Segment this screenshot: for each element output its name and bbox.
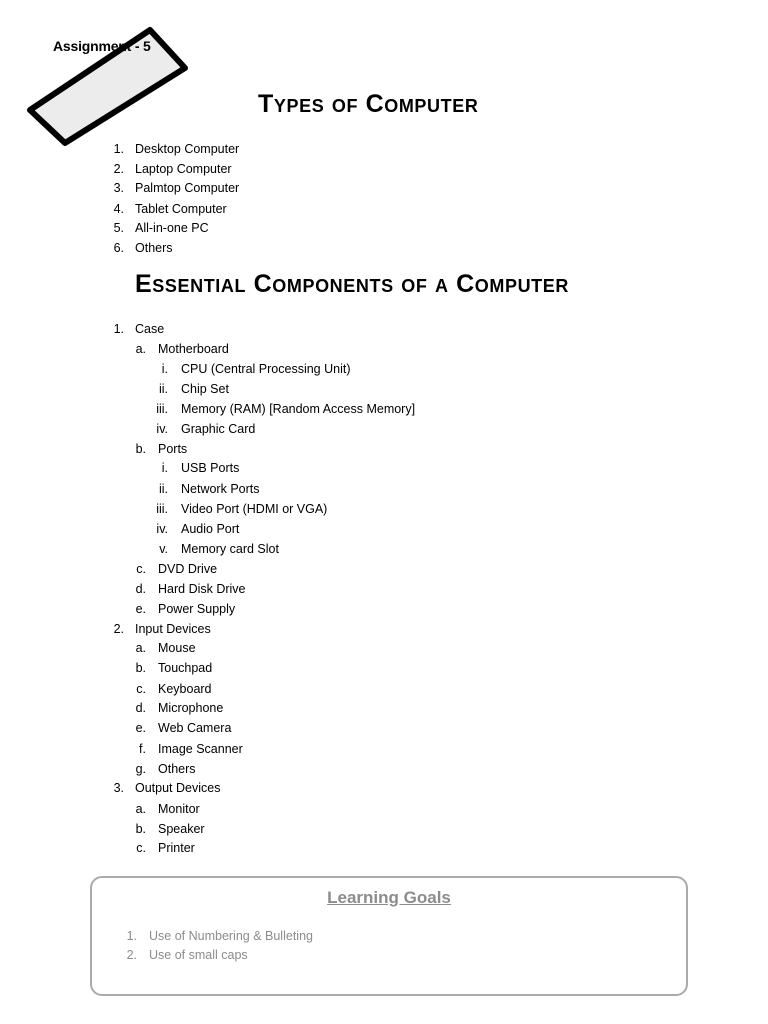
goal-number: 2.	[126, 948, 137, 962]
list-label: Input Devices	[135, 622, 211, 636]
list-number: d.	[135, 582, 146, 596]
list-label: Desktop Computer	[135, 142, 240, 156]
list-number: f.	[139, 742, 146, 756]
list-number: i.	[161, 461, 168, 475]
list-label: USB Ports	[181, 461, 240, 475]
list-label: Power Supply	[158, 602, 236, 616]
list-label: Touchpad	[158, 661, 213, 675]
list-label: CPU (Central Processing Unit)	[181, 362, 351, 376]
list-number: d.	[135, 701, 146, 715]
list-label: DVD Drive	[158, 562, 218, 576]
list-number: 2.	[113, 162, 124, 176]
list-label: Memory card Slot	[181, 542, 279, 556]
list-number: b.	[135, 661, 146, 675]
learning-goals-box	[90, 876, 688, 996]
list-label: Video Port (HDMI or VGA)	[181, 502, 328, 516]
list-label: Keyboard	[158, 682, 212, 696]
list-label: Graphic Card	[181, 422, 256, 436]
list-label: Others	[135, 241, 173, 255]
list-label: Mouse	[158, 641, 196, 655]
list-label: Hard Disk Drive	[158, 582, 246, 596]
assignment-label-shape	[0, 0, 200, 160]
types-heading: Types of Computer	[258, 90, 479, 118]
list-number: c.	[136, 841, 146, 855]
list-number: a.	[135, 342, 146, 356]
list-number: iv.	[156, 522, 168, 536]
list-label: Chip Set	[181, 382, 229, 396]
list-label: Web Camera	[158, 721, 232, 735]
list-label: Palmtop Computer	[135, 181, 240, 195]
list-label: Monitor	[158, 802, 200, 816]
list-label: Printer	[158, 841, 195, 855]
list-label: Audio Port	[181, 522, 240, 536]
list-number: b.	[135, 442, 146, 456]
list-number: a.	[135, 641, 146, 655]
list-label: Others	[158, 762, 196, 776]
list-number: c.	[136, 682, 146, 696]
goal-number: 1.	[126, 929, 137, 943]
list-number: a.	[135, 802, 146, 816]
list-number: 1.	[113, 322, 124, 336]
list-number: iii.	[156, 502, 168, 516]
list-number: iv.	[156, 422, 168, 436]
list-label: Microphone	[158, 701, 224, 715]
list-number: 3.	[113, 181, 124, 195]
assignment-label: Assignment - 5	[53, 38, 151, 54]
list-number: ii.	[158, 482, 168, 496]
list-label: Network Ports	[181, 482, 260, 496]
list-number: 5.	[113, 221, 124, 235]
list-label: Motherboard	[158, 342, 229, 356]
list-label: Laptop Computer	[135, 162, 232, 176]
list-number: 6.	[113, 241, 124, 255]
learning-goals-title: Learning Goals	[327, 888, 451, 907]
goal-label: Use of small caps	[149, 948, 248, 962]
list-number: c.	[136, 562, 146, 576]
list-number: e.	[135, 602, 146, 616]
list-number: ii.	[158, 382, 168, 396]
list-label: Tablet Computer	[135, 202, 227, 216]
list-number: iii.	[156, 402, 168, 416]
goal-label: Use of Numbering & Bulleting	[149, 929, 313, 943]
list-label: All-in-one PC	[135, 221, 209, 235]
list-number: 3.	[113, 781, 124, 795]
list-number: v.	[159, 542, 168, 556]
list-label: Memory (RAM) [Random Access Memory]	[181, 402, 416, 416]
list-number: g.	[135, 762, 146, 776]
components-heading: Essential Components of a Computer	[135, 270, 569, 298]
list-number: e.	[135, 721, 146, 735]
list-number: 4.	[113, 202, 124, 216]
list-label: Output Devices	[135, 781, 221, 795]
list-label: Case	[135, 322, 165, 336]
list-label: Ports	[158, 442, 188, 456]
list-number: i.	[161, 362, 168, 376]
list-number: b.	[135, 822, 146, 836]
list-number: 2.	[113, 622, 124, 636]
list-number: 1.	[113, 142, 124, 156]
list-label: Speaker	[158, 822, 205, 836]
list-label: Image Scanner	[158, 742, 243, 756]
